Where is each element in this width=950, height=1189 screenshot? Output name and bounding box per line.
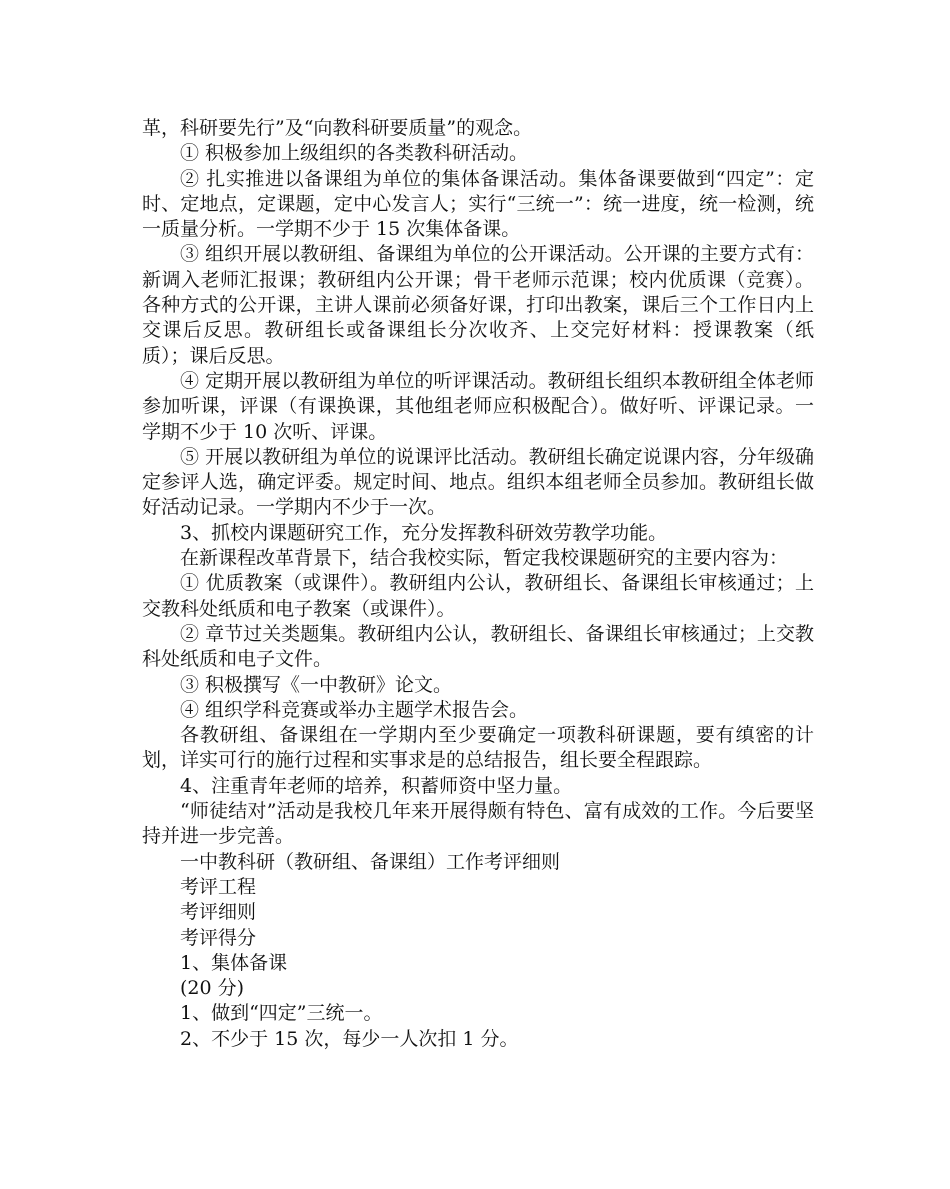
paragraph: ③ 组织开展以教研组、备课组为单位的公开课活动。公开课的主要方式有：新调入老师汇报课；教研组内公开课；骨干老师示范课；校内优质课（竞赛）。各种方式的公开课，主讲人课前必须备好课，打印出教案，课后三个工作日内上交课后反思。教研组长或备课组长分次收齐、上交完好材料：授课教案（纸质）；课后反思。 [142,243,814,367]
paragraph: 各教研组、备课组在一学期内至少要确定一项教科研课题，要有缜密的计划，详实可行的施行过程和实事求是的总结报告，组长要全程跟踪。 [142,724,814,772]
paragraph: 在新课程改革背景下，结合我校实际，暂定我校课题研究的主要内容为： [180,547,789,570]
paragraph: 1、集体备课 [180,951,288,974]
paragraph: (20 分) [180,977,245,1000]
paragraph: 考评得分 [180,926,257,949]
paragraph: ① 优质教案（或课件）。教研组内公认，教研组长、备课组长审核通过；上交教科处纸质和电子教案（或课件）。 [142,572,814,620]
paragraph: ② 章节过关类题集。教研组内公认，教研组长、备课组长审核通过；上交教科处纸质和电子文件。 [142,622,814,671]
paragraph: ② 扎实推进以备课组为单位的集体备课活动。集体备课要做到“四定”：定时、定地点，定课题，定中心发言人；实行“三统一”：统一进度，统一检测，统一质量分析。一学期不少于 15 次集体备课。 [142,167,814,241]
paragraph: 3、抓校内课题研究工作，充分发挥教科研效劳教学功能。 [180,521,668,544]
paragraph: 4、注重青年老师的培养，积蓄师资中坚力量。 [180,774,573,797]
paragraph: ⑤ 开展以教研组为单位的说课评比活动。教研组长确定说课内容，分年级确定参评人选，确定评委。规定时间、地点。组织本组老师全员参加。教研组长做好活动记录。一学期内不少于一次。 [142,445,814,519]
paragraph: ④ 组织学科竞赛或举办主题学术报告会。 [180,698,529,721]
paragraph: 2、不少于 15 次，每少一人次扣 1 分。 [180,1027,519,1050]
paragraph: 1、做到“四定”三统一。 [180,1002,383,1025]
paragraph: 考评细则 [180,901,257,924]
document-body [142,116,814,1052]
paragraph: ④ 定期开展以教研组为单位的听评课活动。教研组长组织本教研组全体老师参加听课，评课（有课换课，其他组老师应积极配合）。做好听、评课记录。一学期不少于 10 次听、评课。 [142,369,814,443]
paragraph: 革，科研要先行”及“向教科研要质量”的观念。 [142,117,533,139]
paragraph: 一中教科研（教研组、备课组）工作考评细则 [180,850,561,873]
paragraph: “师徒结对”活动是我校几年来开展得颇有特色、富有成效的工作。今后要坚持并进一步完善。 [142,800,814,848]
paragraph: 考评工程 [180,875,257,898]
paragraph: ① 积极参加上级组织的各类教科研活动。 [180,142,529,165]
paragraph: ③ 积极撰写《一中教研》论文。 [180,673,453,696]
